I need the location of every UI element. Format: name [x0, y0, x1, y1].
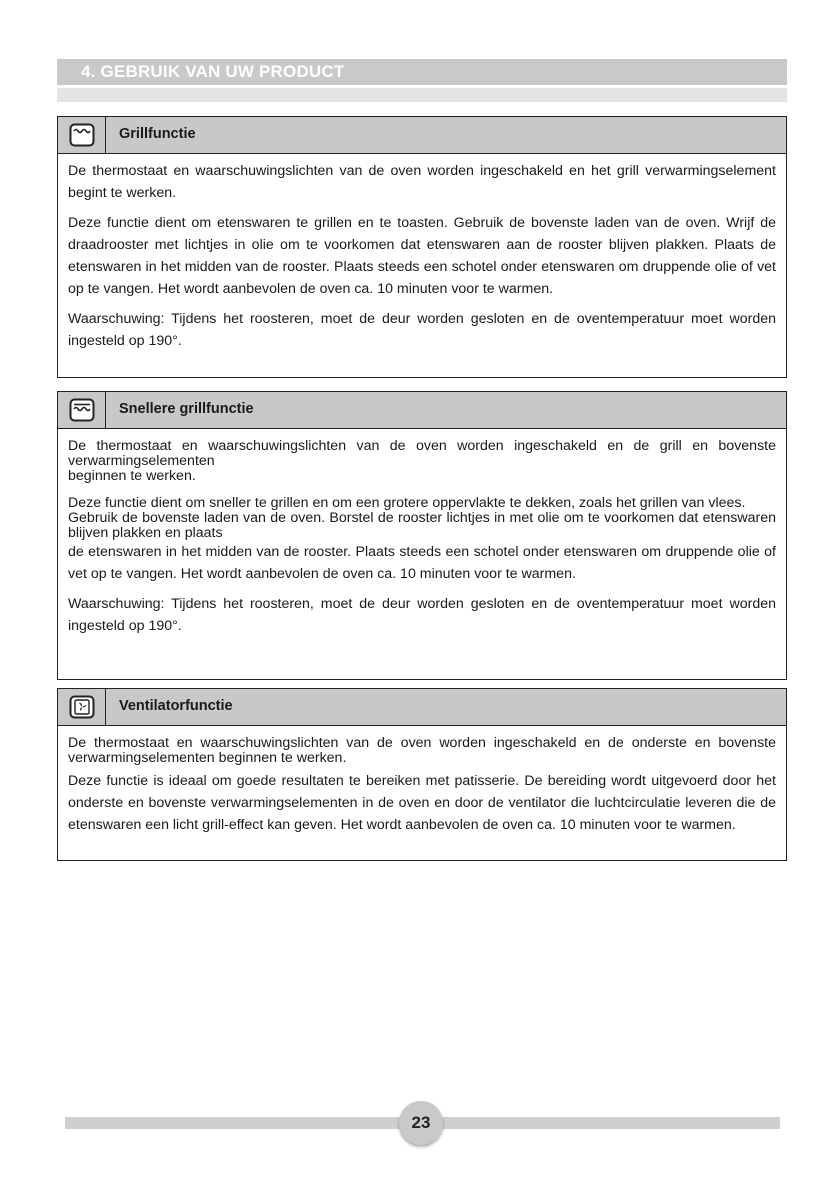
footer-bar-right — [438, 1117, 780, 1129]
section-heading-row — [58, 117, 786, 154]
warning-paragraph: Waarschuwing: Tijdens het roosteren, moet de deur worden gesloten en de oventemperatuur moet worden ingesteld op 190°. — [68, 596, 776, 634]
section-body — [58, 726, 786, 841]
page-title: 4. GEBRUIK VAN UW PRODUCT — [81, 62, 345, 81]
warning-paragraph: Waarschuwing: Tijdens het roosteren, moet de deur worden gesloten en de oventemperatuur moet worden ingesteld op 190°. — [68, 311, 776, 349]
section-body — [58, 154, 786, 357]
paragraph: Deze functie is ideaal om goede resultaten te bereiken met patisserie. De bereiding wordt uitgevoerd door het onderste en bovenste verwarmingselementen in de oven en door de ventilator die luchtcirculatie leveren die de etenswaren een licht grill-effect kan geven. Het wordt aanbevolen de oven ca. 10 minuten voor te warmen. — [68, 773, 776, 833]
paragraph: Deze functie dient om etenswaren te grillen en te toasten. Gebruik de bovenste laden van de oven. Wrijf de draadrooster met lichtjes in olie om te voorkomen dat etenswaren aan de rooster blijven plakken. Plaats de etenswaren in het midden van de rooster. Plaats steeds een schotel onder etenswaren om druppende olie of vet op te vangen. Het wordt aanbevolen de oven ca. 10 minuten voor te warmen. — [68, 215, 776, 297]
header-underline-bar — [57, 88, 787, 102]
paragraph: Deze functie dient om sneller te grillen en om een grotere oppervlakte te dekken, zoals het grillen van vlees. — [68, 495, 746, 511]
section-header-bar — [57, 59, 787, 85]
paragraph-continuation: beginnen te werken. — [68, 468, 196, 484]
paragraph: De thermostaat en waarschuwingslichten van de oven worden ingeschakeld en de grill en bovenste verwarmingselementen — [68, 438, 776, 469]
paragraph: De thermostaat en waarschuwingslichten van de oven worden ingeschakeld en de onderste en bovenste verwarmingselementen beginnen te werken. — [68, 735, 776, 766]
grill-icon — [58, 117, 106, 153]
fast-grill-function-section — [57, 391, 787, 680]
page-number: 23 — [399, 1101, 443, 1145]
section-heading-row — [58, 392, 786, 429]
section-title: Grillfunctie — [119, 126, 196, 142]
fan-icon — [58, 689, 106, 725]
grill-function-section — [57, 116, 787, 378]
footer-bar-left — [65, 1117, 405, 1129]
section-title: Snellere grillfunctie — [119, 401, 254, 417]
section-heading-row — [58, 689, 786, 726]
section-title: Ventilatorfunctie — [119, 698, 233, 714]
fan-function-section — [57, 688, 787, 861]
section-body — [58, 429, 786, 642]
paragraph-continuation: Gebruik de bovenste laden van de oven. Borstel de rooster lichtjes in met olie om te voorkomen dat etenswaren blijven plakken en plaats — [68, 510, 776, 541]
fast-grill-icon — [58, 392, 106, 428]
paragraph-continuation: de etenswaren in het midden van de rooster. Plaats steeds een schotel onder etenswaren om druppende olie of vet op te vangen. Het wordt aanbevolen de oven ca. 10 minuten voor te warmen. — [68, 544, 776, 582]
paragraph: De thermostaat en waarschuwingslichten van de oven worden ingeschakeld en het grill verwarmingselement begint te werken. — [68, 163, 776, 201]
